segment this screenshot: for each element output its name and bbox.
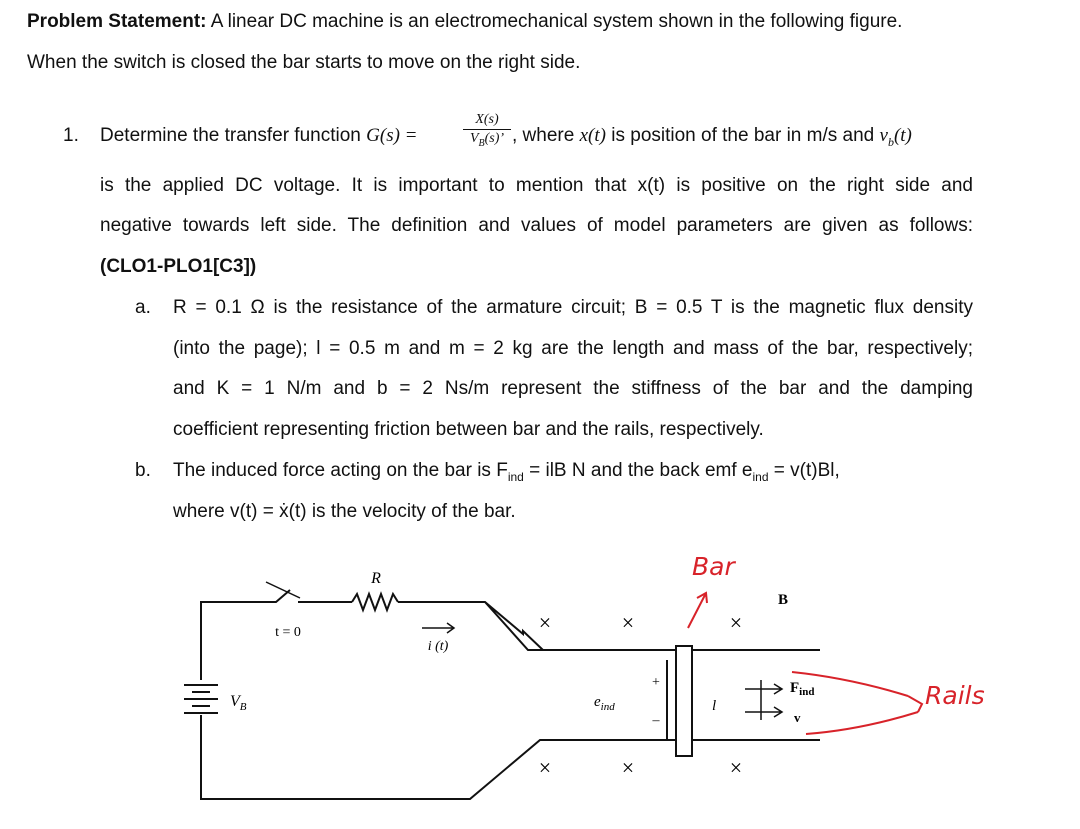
item-a-line-1: R = 0.1 Ω is the resistance of the armature circuit; B = 0.5 T is the magnetic flux density — [173, 297, 973, 318]
wire-to-rail-top — [398, 602, 820, 650]
source-voltage-label: $V_B$ — [230, 693, 247, 713]
item-a-line-2: (into the page); l = 0.5 m and m = 2 kg are the length and mass of the bar, respectively; — [173, 338, 973, 359]
rails-annotation: Rails — [925, 681, 985, 710]
minus-sign: – — [652, 713, 660, 728]
item-a-line-3: and K = 1 N/m and b = 2 Ns/m represent the stiffness of the bar and the damping — [173, 378, 973, 399]
problem-statement-text-1: A linear DC machine is an electromechanical system shown in the following figure. — [206, 11, 903, 32]
item-b-line-2: where v(t) = ẋ(t) is the velocity of the bar. — [173, 501, 516, 522]
fraction-numerator: X(s) — [463, 112, 511, 130]
clo-tag: (CLO1-PLO1[C3]) — [100, 256, 257, 277]
question-text-a: Determine the transfer function — [100, 125, 367, 146]
moving-bar — [676, 646, 692, 756]
flux-density-label: B — [778, 592, 789, 608]
question-line-3: negative towards left side. The definition and values of model parameters are given as follows: — [100, 215, 973, 236]
switch-time-label: t = 0 — [275, 625, 301, 640]
bar-annotation: Bar — [692, 552, 735, 581]
item-b-line-1: The induced force acting on the bar is $F_{ind}$ = ilB N and the back emf $e_{ind} = v(t)Bl$, — [173, 460, 840, 484]
item-a-letter: a. — [135, 297, 151, 318]
transfer-function-lhs: G(s) = — [366, 125, 418, 146]
induced-force-label: $F_{ind}$ — [790, 680, 815, 698]
bar-annotation-arrow — [688, 593, 707, 628]
velocity-arrow — [745, 707, 782, 717]
problem-statement-line-2: When the switch is closed the bar starts to move on the right side. — [27, 52, 581, 73]
problem-statement-label: Problem Statement: — [27, 11, 207, 32]
current-arrow — [422, 623, 454, 633]
resistor-label: R — [371, 570, 381, 587]
item-a-line-4: coefficient representing friction between bar and the rails, respectively. — [173, 419, 764, 440]
field-cross: × — [621, 755, 635, 780]
question-line-2: is the applied DC voltage. It is important to mention that x(t) is positive on the right side and — [100, 175, 973, 196]
field-cross: × — [729, 610, 743, 635]
rails-annotation-line-bottom — [806, 712, 918, 734]
fraction-denominator: $V_B(s)$’ — [469, 131, 505, 149]
resistor-zigzag — [352, 594, 398, 610]
field-cross: × — [621, 610, 635, 635]
force-arrow — [745, 684, 782, 694]
question-number: 1. — [63, 125, 79, 146]
plus-sign: + — [652, 675, 660, 690]
current-label: i (t) — [427, 639, 449, 654]
velocity-label: v — [794, 710, 801, 725]
bar-length-label: l — [712, 698, 717, 714]
back-emf-label: $e_{ind}$ — [594, 694, 615, 713]
rails-annotation-arrowhead — [908, 696, 922, 712]
field-cross: × — [729, 755, 743, 780]
wire-bottom — [201, 715, 820, 799]
item-b-letter: b. — [135, 460, 151, 481]
field-cross: × — [538, 755, 552, 780]
field-cross: × — [538, 610, 552, 635]
question-line-1-rest: , where x(t) is position of the bar in m/s and $v_b(t)$ — [512, 125, 912, 149]
